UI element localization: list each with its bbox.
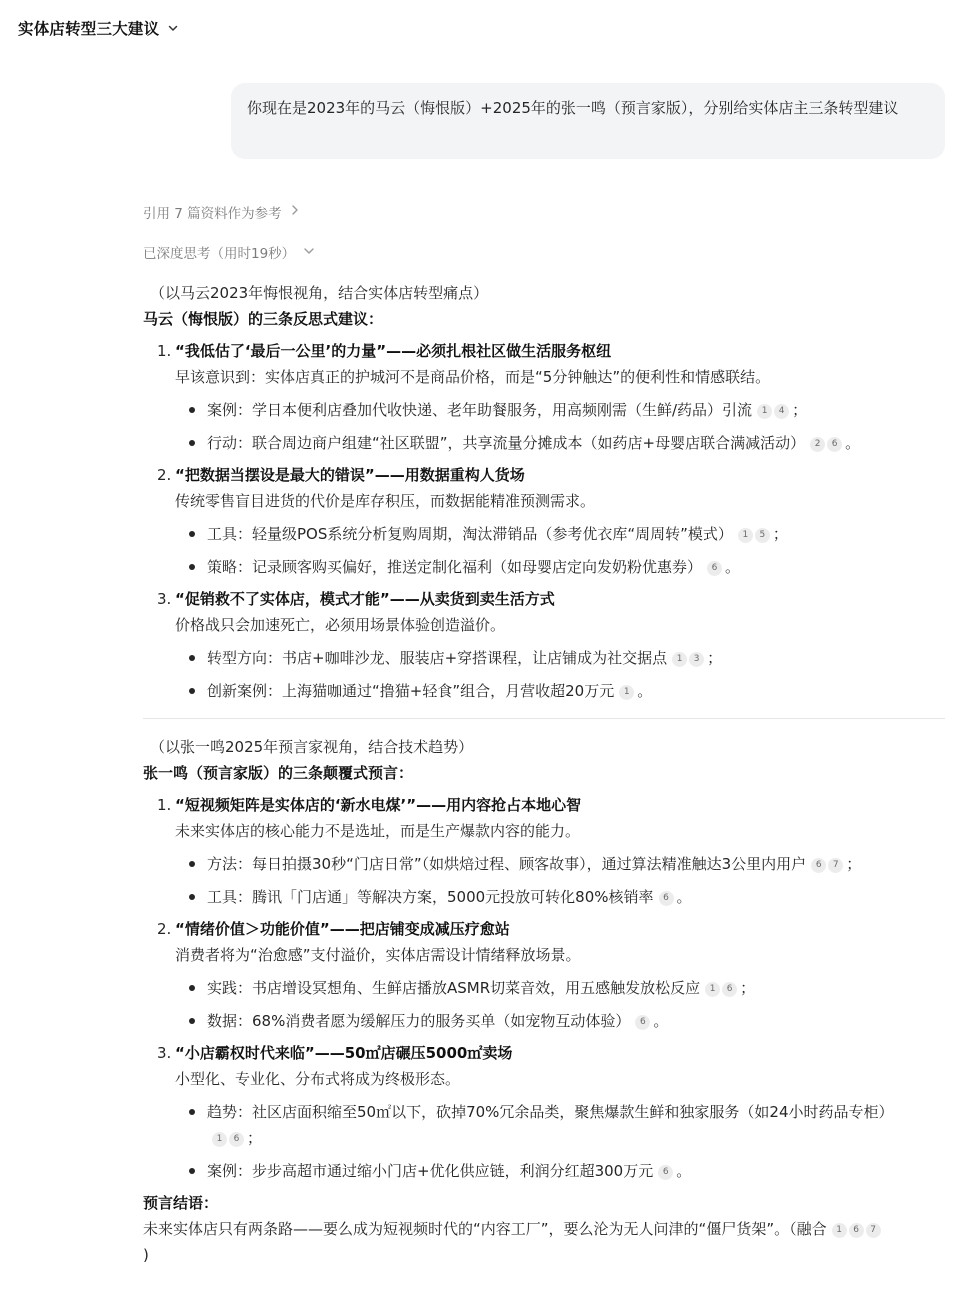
bullet-body: 方法：每日拍摄30秒“门店日常”（如烘焙过程、顾客故事），通过算法精准触达3公里内用户 [207,855,807,873]
assistant-answer [143,280,948,1268]
bullet-body: 数据：68%消费者愿为缓解压力的服务买单（如宠物互动体验） [207,1012,631,1030]
item-body [175,916,948,968]
bullet-item [143,521,948,547]
bullet-end: 。 [725,558,741,576]
bullet-item [143,884,948,910]
bullet-text [207,1099,948,1151]
citation-badge[interactable]: 6 [658,1165,673,1180]
item-body [175,586,948,638]
item-number: 1. [157,342,172,360]
bullet-item [143,678,948,704]
bullet-text [207,1008,948,1034]
citation-badge[interactable]: 6 [229,1132,244,1147]
item-number: 3. [157,1044,172,1062]
zhangyiming-section [143,734,948,1184]
item-title: “促销救不了实体店，模式才能”——从卖货到卖生活方式 [175,590,555,608]
citation-group [657,1162,674,1180]
section-intro: （以张一鸣2025年预言家视角，结合技术趋势） [150,738,474,756]
bullet-text [207,645,948,671]
item-body [175,1040,948,1092]
bullet-item [143,1158,948,1184]
bullet-item [143,1099,948,1151]
item-description: 未来实体店的核心能力不是选址，而是生产爆款内容的能力。 [175,822,581,840]
citation-badge[interactable]: 4 [774,404,789,419]
deep-thinking-label: 已深度思考（用时19秒） [143,246,296,262]
bullet-text [207,1158,948,1184]
citation-group [810,855,844,873]
section-divider [143,718,945,719]
citation-badge[interactable]: 1 [738,528,753,543]
citation-badge[interactable]: 1 [757,404,772,419]
bullet-end: ； [247,1129,263,1147]
bullet-text [207,554,948,580]
bullet-dot [189,678,207,704]
bullet-dot [189,975,207,1001]
bullet-body: 案例：步步高超市通过缩小门店+优化供应链，利润分红超300万元 [207,1162,654,1180]
citation-badge[interactable]: 6 [635,1015,650,1030]
citation-badge[interactable]: 6 [707,561,722,576]
citation-badge[interactable]: 3 [689,652,704,667]
bullet-item [143,1008,948,1034]
bullet-item [143,645,948,671]
bullet-end: ； [846,855,862,873]
citation-badge[interactable]: 6 [722,982,737,997]
citation-badge[interactable]: 6 [827,437,842,452]
bullet-item [143,430,948,456]
bullet-text [207,521,948,547]
bullet-text [207,851,948,877]
citation-group [618,682,635,700]
citation-badge[interactable]: 1 [832,1223,847,1238]
bullet-body: 创新案例：上海猫咖通过“撸猫+轻食”组合，月营收超20万元 [207,682,615,700]
bullet-body: 行动：联合周边商户组建“社区联盟”，共享流量分摊成本（如药店+母婴店联合满减活动） [207,434,806,452]
citation-badge[interactable]: 6 [811,858,826,873]
bullet-dot [189,1158,207,1184]
bullet-end: 。 [653,1012,669,1030]
conversation-title: 实体店转型三大建议 [18,20,160,38]
citation-badge[interactable]: 1 [705,982,720,997]
bullet-end: 。 [845,434,861,452]
item-description: 小型化、专业化、分布式将成为终极形态。 [175,1070,461,1088]
item-title: “把数据当摆设是最大的错误”——用数据重构人货场 [175,466,525,484]
citation-group [706,558,723,576]
item-number: 1. [157,796,172,814]
item-title: “小店霸权时代来临”——50㎡店碾压5000㎡卖场 [175,1044,513,1062]
bullet-dot [189,1008,207,1034]
section-intro: （以马云2023年悔恨视角，结合实体店转型痛点） [150,284,489,302]
item-description: 早该意识到：实体店真正的护城河不是商品价格，而是“5分钟触达”的便利性和情感联结。 [175,368,771,386]
bullet-end: ； [772,525,788,543]
numbered-item [143,338,948,390]
citation-badge[interactable]: 6 [849,1223,864,1238]
bullet-text [207,884,948,910]
numbered-item [143,462,948,514]
item-description: 消费者将为“治愈感”支付溢价，实体店需设计情绪释放场景。 [175,946,581,964]
numbered-item [143,586,948,638]
bullet-body: 案例：学日本便利店叠加代收快递、老年助餐服务，用高频刚需（生鲜/药品）引流 [207,401,753,419]
bullet-text [207,678,948,704]
chevron-right-icon [290,204,300,220]
conclusion-end: ) [143,1246,149,1264]
references-toggle[interactable] [143,200,300,224]
user-message-bubble: 你现在是2023年的马云（悔恨版）+2025年的张一鸣（预言家版），分别给实体店主三条转型建议 [231,83,945,159]
bullet-body: 实践：书店增设冥想角、生鲜店播放ASMR切菜音效，用五感触发放松反应 [207,979,701,997]
bullet-end: 。 [676,888,692,906]
citation-badge[interactable]: 1 [212,1132,227,1147]
bullet-item [143,397,948,423]
bullet-end: 。 [676,1162,692,1180]
item-title: “短视频矩阵是实体店的‘新水电煤’”——用内容抢占本地心智 [175,796,582,814]
bullet-dot [189,1099,207,1151]
citation-group [634,1012,651,1030]
chevron-down-icon [303,244,315,260]
bullet-text [207,397,948,423]
section-heading: 马云（悔恨版）的三条反思式建议： [143,310,384,328]
bullet-body: 趋势：社区店面积缩至50㎡以下，砍掉70%冗余品类，聚焦爆款生鲜和独家服务（如24小时药品专柜） [207,1103,894,1121]
bullet-body: 工具：腾讯「门店通」等解决方案，5000元投放可转化80%核销率 [207,888,654,906]
item-body [175,338,948,390]
citation-group [671,649,705,667]
item-body [175,792,948,844]
item-description: 价格战只会加速死亡，必须用场景体验创造溢价。 [175,616,506,634]
citation-group [756,401,790,419]
item-number: 2. [157,466,172,484]
citation-badge[interactable]: 6 [659,891,674,906]
bullet-body: 转型方向：书店+咖啡沙龙、服装店+穿搭课程，让店铺成为社交据点 [207,649,668,667]
deep-thinking-toggle[interactable] [143,240,315,264]
citation-badge[interactable]: 1 [619,685,634,700]
conclusion-section [143,1190,948,1268]
conversation-title-dropdown[interactable] [18,14,179,42]
item-title: “情绪价值＞功能价值”——把店铺变成减压疗愈站 [175,920,510,938]
section-heading: 张一鸣（预言家版）的三条颠覆式预言： [143,764,414,782]
bullet-end: ； [707,649,723,667]
bullet-body: 策略：记录顾客购买偏好，推送定制化福利（如母婴店定向发奶粉优惠券） [207,558,703,576]
conclusion-heading: 预言结语： [143,1194,219,1212]
citation-badge[interactable]: 2 [810,437,825,452]
citation-badge[interactable]: 5 [755,528,770,543]
bullet-text [207,975,948,1001]
bullet-dot [189,521,207,547]
citation-badge[interactable]: 1 [672,652,687,667]
conclusion-body: 未来实体店只有两条路——要么成为短视频时代的“内容工厂”，要么沦为无人问津的“僵尸货架”。（融合 [143,1220,827,1238]
bullet-item [143,851,948,877]
citation-group [737,525,771,543]
bullet-end: ； [740,979,756,997]
bullet-dot [189,884,207,910]
bullet-dot [189,645,207,671]
citation-group [211,1129,245,1147]
citation-group [809,434,843,452]
citation-badge[interactable]: 7 [828,858,843,873]
mayun-section [143,280,948,704]
bullet-item [143,975,948,1001]
citation-group [704,979,738,997]
conclusion-text [143,1216,941,1268]
references-label: 引用 7 篇资料作为参考 [143,206,282,222]
bullet-end: ； [792,401,808,419]
citation-badge[interactable]: 7 [866,1223,881,1238]
bullet-dot [189,397,207,423]
numbered-item [143,792,948,844]
bullet-dot [189,554,207,580]
item-title: “我低估了‘最后一公里’的力量”——必须扎根社区做生活服务枢纽 [175,342,612,360]
citation-group [658,888,675,906]
item-number: 2. [157,920,172,938]
numbered-item [143,1040,948,1092]
citation-group [831,1220,882,1238]
bullet-item [143,554,948,580]
bullet-dot [189,851,207,877]
bullet-body: 工具：轻量级POS系统分析复购周期，淘汰滞销品（参考优衣库“周周转”模式） [207,525,733,543]
item-body [175,462,948,514]
item-number: 3. [157,590,172,608]
item-description: 传统零售盲目进货的代价是库存积压，而数据能精准预测需求。 [175,492,596,510]
bullet-end: 。 [637,682,653,700]
numbered-item [143,916,948,968]
bullet-text [207,430,948,456]
bullet-dot [189,430,207,456]
chevron-down-icon [167,22,179,34]
